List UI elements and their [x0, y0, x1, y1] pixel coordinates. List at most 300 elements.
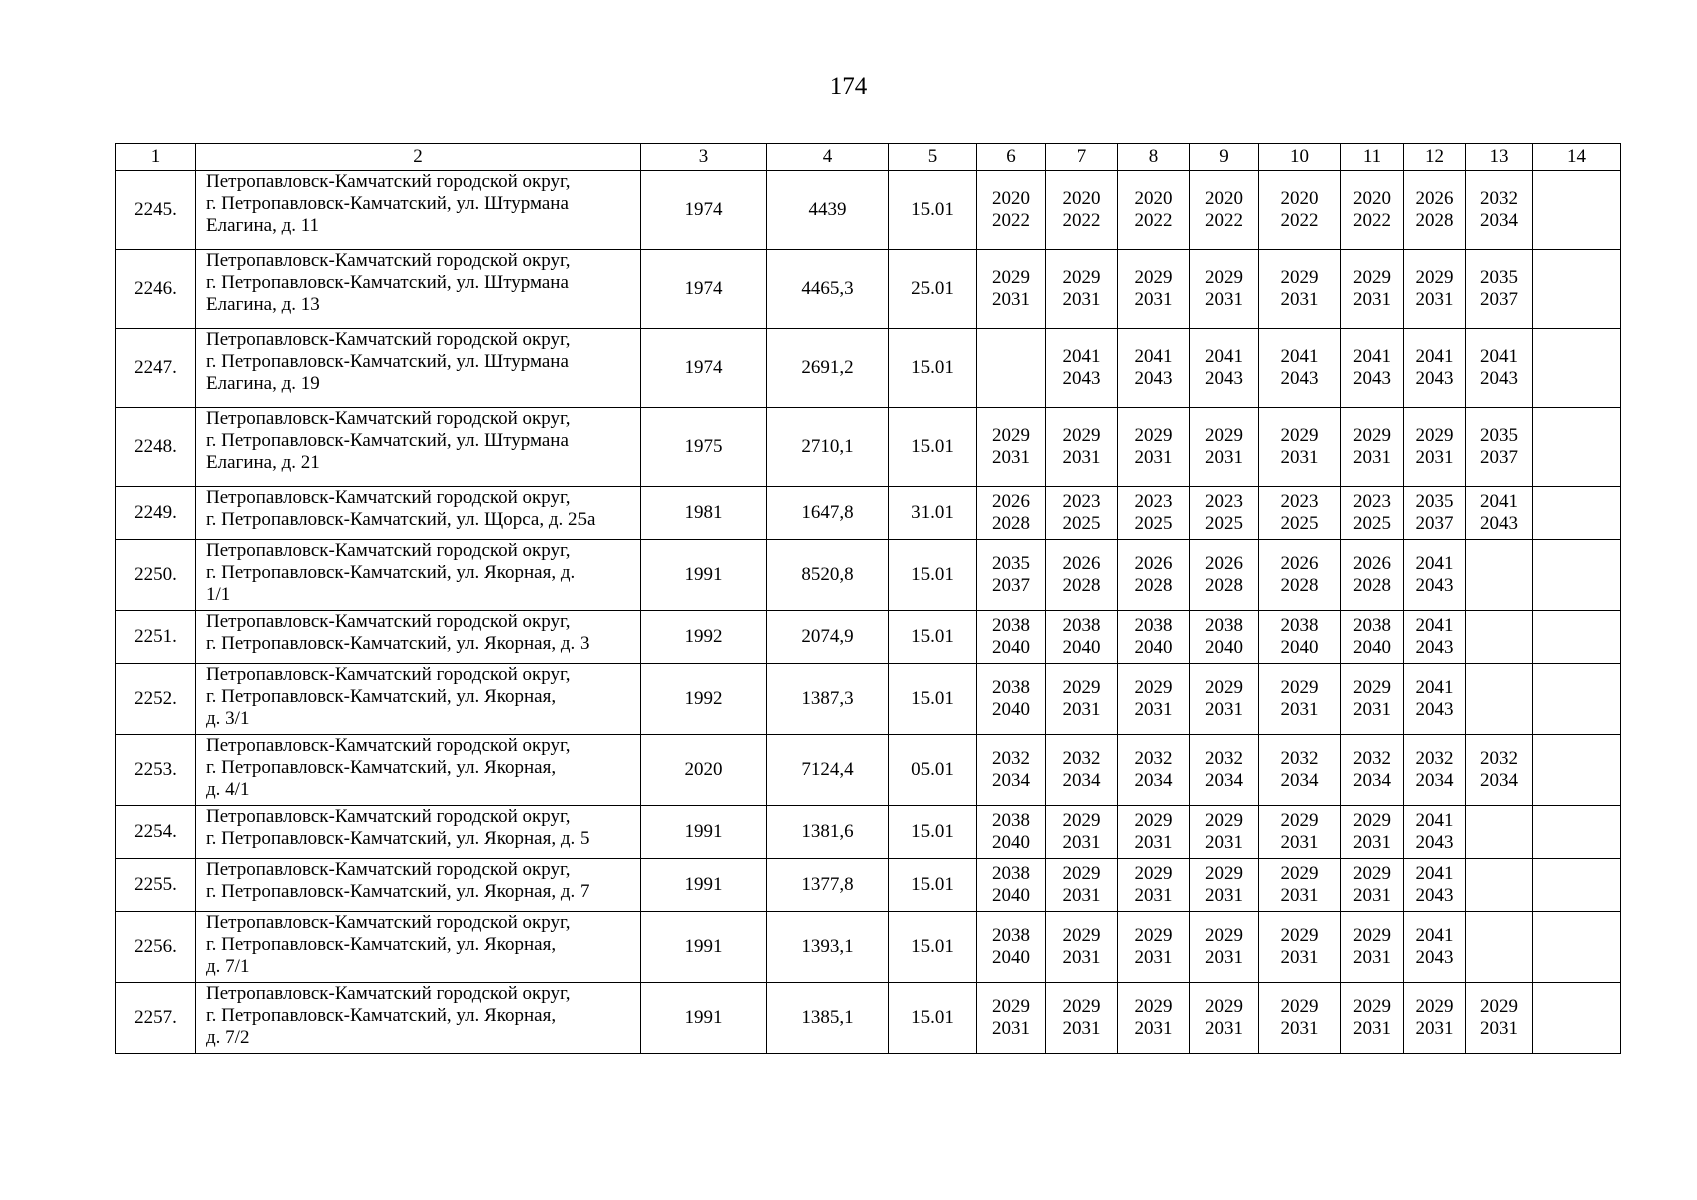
period-cell: [1118, 806, 1190, 859]
address-line: г. Петропавловск-Камчатский, ул. Якорная,: [206, 686, 557, 707]
period-end-year: 2031: [1280, 947, 1319, 968]
period-end-year: 2040: [1280, 637, 1319, 658]
area-cell: 1381,6: [767, 806, 889, 859]
period-cell: [1341, 250, 1404, 329]
period-cell: [1259, 487, 1341, 540]
period-cell: [1533, 859, 1621, 912]
period-start-year: 2029: [1205, 425, 1243, 446]
period-start-year: 2029: [1353, 267, 1391, 288]
address-cell: [196, 611, 641, 664]
period-start-year: 2029: [1353, 996, 1391, 1017]
period-start-year: 2029: [1280, 677, 1319, 698]
address-cell: [196, 329, 641, 408]
address-cell: [196, 540, 641, 611]
period-cell: [1259, 329, 1341, 408]
period-start-year: 2026: [1353, 553, 1391, 574]
period-end-year: 2043: [1415, 832, 1454, 853]
period-start-year: 2026: [1280, 553, 1319, 574]
period-end-year: 2028: [1415, 210, 1454, 231]
period-cell: [1404, 171, 1466, 250]
address-line: д. 7/2: [206, 1027, 250, 1048]
period-cell: [1466, 664, 1533, 735]
period-cell: [1046, 487, 1118, 540]
period-start-year: 2038: [1205, 615, 1243, 636]
period-start-year: 2041: [1134, 346, 1173, 367]
period-start-year: 2038: [1353, 615, 1391, 636]
column-header: 6: [977, 144, 1046, 171]
period-end-year: 2031: [1280, 832, 1319, 853]
period-start-year: 2026: [1134, 553, 1173, 574]
period-end-year: 2037: [1480, 289, 1518, 310]
period-end-year: 2034: [1280, 770, 1319, 791]
period-cell: [977, 983, 1046, 1054]
row-number-cell: 2255.: [116, 859, 196, 912]
column-header: 5: [889, 144, 977, 171]
row-number-cell: 2246.: [116, 250, 196, 329]
period-start-year: 2029: [1134, 267, 1173, 288]
table-row: [116, 983, 1621, 1054]
period-end-year: 2031: [1353, 289, 1391, 310]
period-start-year: 2020: [1353, 188, 1391, 209]
period-start-year: 2035: [1480, 425, 1518, 446]
period-start-year: 2029: [1415, 267, 1454, 288]
year-built-cell: 1991: [641, 912, 767, 983]
period-start-year: 2038: [992, 925, 1030, 946]
period-end-year: 2028: [1134, 575, 1173, 596]
period-cell: [1533, 540, 1621, 611]
year-built-cell: 1974: [641, 171, 767, 250]
address-line: г. Петропавловск-Камчатский, ул. Якорная,: [206, 1005, 557, 1026]
period-cell: [1341, 912, 1404, 983]
period-cell: [1533, 735, 1621, 806]
period-end-year: 2040: [992, 699, 1030, 720]
area-cell: 1377,8: [767, 859, 889, 912]
row-number-cell: 2245.: [116, 171, 196, 250]
address-line: Петропавловск-Камчатский городской округ,: [206, 487, 571, 508]
period-end-year: 2034: [1353, 770, 1391, 791]
period-end-year: 2031: [1205, 699, 1243, 720]
period-start-year: 2029: [1353, 425, 1391, 446]
period-start-year: 2029: [1280, 425, 1319, 446]
period-cell: [1533, 171, 1621, 250]
period-cell: [1404, 806, 1466, 859]
year-built-cell: 1974: [641, 329, 767, 408]
page-number: 174: [829, 73, 868, 100]
period-end-year: 2031: [1205, 1018, 1243, 1039]
address-line: Петропавловск-Камчатский городской округ,: [206, 611, 571, 632]
column-header: 12: [1404, 144, 1466, 171]
period-cell: [977, 664, 1046, 735]
period-end-year: 2043: [1134, 368, 1173, 389]
period-start-year: 2029: [1062, 996, 1101, 1017]
period-start-year: 2032: [1062, 748, 1101, 769]
period-start-year: 2026: [992, 491, 1030, 512]
area-cell: 1385,1: [767, 983, 889, 1054]
period-end-year: 2043: [1480, 513, 1518, 534]
period-end-year: 2031: [992, 289, 1030, 310]
period-cell: [1533, 912, 1621, 983]
period-end-year: 2031: [1062, 447, 1101, 468]
code-cell: 15.01: [889, 912, 977, 983]
address-line: Петропавловск-Камчатский городской округ,: [206, 408, 571, 429]
period-end-year: 2040: [1062, 637, 1101, 658]
period-end-year: 2034: [1480, 210, 1518, 231]
address-line: Петропавловск-Камчатский городской округ,: [206, 735, 571, 756]
period-start-year: 2029: [1415, 996, 1454, 1017]
period-cell: [1046, 806, 1118, 859]
address-cell: [196, 664, 641, 735]
period-cell: [1533, 329, 1621, 408]
period-end-year: 2040: [1134, 637, 1173, 658]
period-cell: [1533, 806, 1621, 859]
period-cell: [1533, 408, 1621, 487]
period-cell: [1466, 408, 1533, 487]
area-cell: 2710,1: [767, 408, 889, 487]
period-end-year: 2028: [1280, 575, 1319, 596]
period-cell: [1404, 408, 1466, 487]
period-cell: [977, 611, 1046, 664]
period-start-year: 2029: [1280, 925, 1319, 946]
period-end-year: 2031: [1280, 1018, 1319, 1039]
period-cell: [1341, 408, 1404, 487]
period-cell: [1190, 912, 1259, 983]
period-cell: [1341, 171, 1404, 250]
area-cell: 2074,9: [767, 611, 889, 664]
period-end-year: 2043: [1062, 368, 1101, 389]
period-start-year: 2029: [1280, 267, 1319, 288]
period-end-year: 2031: [1205, 947, 1243, 968]
period-start-year: 2026: [1415, 188, 1454, 209]
period-cell: [1259, 806, 1341, 859]
period-start-year: 2041: [1415, 810, 1454, 831]
table-row: [116, 912, 1621, 983]
period-end-year: 2043: [1415, 885, 1454, 906]
period-end-year: 2037: [1480, 447, 1518, 468]
period-end-year: 2028: [1062, 575, 1101, 596]
period-cell: [1259, 408, 1341, 487]
period-cell: [1466, 250, 1533, 329]
period-end-year: 2031: [1062, 885, 1101, 906]
period-end-year: 2031: [1280, 447, 1319, 468]
table-row: [116, 408, 1621, 487]
address-cell: [196, 250, 641, 329]
period-end-year: 2031: [1134, 832, 1173, 853]
address-line: г. Петропавловск-Камчатский, ул. Штурмана: [206, 430, 569, 451]
row-number-cell: 2248.: [116, 408, 196, 487]
period-end-year: 2031: [1134, 289, 1173, 310]
period-cell: [1259, 912, 1341, 983]
address-cell: [196, 912, 641, 983]
period-start-year: 2032: [1415, 748, 1454, 769]
period-end-year: 2037: [992, 575, 1030, 596]
code-cell: 15.01: [889, 329, 977, 408]
period-start-year: 2023: [1205, 491, 1243, 512]
period-end-year: 2043: [1280, 368, 1319, 389]
registry-table: [115, 143, 1621, 1054]
period-cell: [1118, 487, 1190, 540]
code-cell: 15.01: [889, 611, 977, 664]
period-cell: [1466, 171, 1533, 250]
period-cell: [977, 540, 1046, 611]
period-start-year: 2029: [1205, 267, 1243, 288]
period-end-year: 2022: [1280, 210, 1319, 231]
period-cell: [1533, 250, 1621, 329]
period-start-year: 2023: [1353, 491, 1391, 512]
year-built-cell: 1991: [641, 859, 767, 912]
period-start-year: 2029: [1353, 925, 1391, 946]
period-end-year: 2031: [1205, 447, 1243, 468]
period-start-year: 2029: [1415, 425, 1454, 446]
period-end-year: 2040: [992, 832, 1030, 853]
period-cell: [1259, 250, 1341, 329]
period-cell: [977, 250, 1046, 329]
period-cell: [1190, 329, 1259, 408]
period-cell: [1190, 408, 1259, 487]
period-cell: [1533, 487, 1621, 540]
period-end-year: 2043: [1415, 947, 1454, 968]
period-cell: [1341, 983, 1404, 1054]
area-cell: 1393,1: [767, 912, 889, 983]
period-cell: [1118, 540, 1190, 611]
address-line: г. Петропавловск-Камчатский, ул. Штурмана: [206, 351, 569, 372]
period-cell: [1190, 250, 1259, 329]
period-end-year: 2022: [1134, 210, 1173, 231]
period-end-year: 2043: [1415, 637, 1454, 658]
period-cell: [1533, 611, 1621, 664]
period-start-year: 2026: [1062, 553, 1101, 574]
period-end-year: 2031: [1134, 947, 1173, 968]
period-end-year: 2043: [1353, 368, 1391, 389]
period-start-year: 2032: [1205, 748, 1243, 769]
period-end-year: 2031: [1353, 947, 1391, 968]
period-cell: [977, 735, 1046, 806]
period-end-year: 2031: [1134, 885, 1173, 906]
period-cell: [977, 806, 1046, 859]
period-start-year: 2032: [1353, 748, 1391, 769]
period-start-year: 2038: [992, 615, 1030, 636]
period-cell: [1190, 171, 1259, 250]
period-cell: [1046, 250, 1118, 329]
period-cell: [1341, 859, 1404, 912]
period-end-year: 2025: [1134, 513, 1173, 534]
period-cell: [1259, 611, 1341, 664]
period-cell: [1046, 540, 1118, 611]
period-end-year: 2043: [1205, 368, 1243, 389]
period-cell: [1341, 664, 1404, 735]
period-end-year: 2040: [1205, 637, 1243, 658]
period-start-year: 2041: [1415, 615, 1454, 636]
period-cell: [1404, 983, 1466, 1054]
period-cell: [1404, 250, 1466, 329]
period-cell: [1259, 664, 1341, 735]
year-built-cell: 1992: [641, 664, 767, 735]
code-cell: 15.01: [889, 806, 977, 859]
area-cell: 2691,2: [767, 329, 889, 408]
period-cell: [1259, 171, 1341, 250]
period-start-year: 2029: [1062, 863, 1101, 884]
period-start-year: 2029: [1280, 863, 1319, 884]
period-end-year: 2031: [1353, 832, 1391, 853]
period-end-year: 2031: [1134, 1018, 1173, 1039]
column-header: 14: [1533, 144, 1621, 171]
period-start-year: 2041: [1062, 346, 1101, 367]
period-start-year: 2020: [992, 188, 1030, 209]
period-cell: [1404, 487, 1466, 540]
period-end-year: 2031: [1134, 447, 1173, 468]
address-line: Петропавловск-Камчатский городской округ,: [206, 859, 571, 880]
address-line: Елагина, д. 13: [206, 294, 320, 315]
period-end-year: 2031: [1415, 289, 1454, 310]
period-cell: [1466, 735, 1533, 806]
period-end-year: 2031: [1280, 289, 1319, 310]
period-start-year: 2038: [1280, 615, 1319, 636]
year-built-cell: 1974: [641, 250, 767, 329]
period-cell: [1118, 912, 1190, 983]
period-cell: [1046, 329, 1118, 408]
code-cell: 15.01: [889, 171, 977, 250]
period-start-year: 2029: [992, 267, 1030, 288]
year-built-cell: 1975: [641, 408, 767, 487]
period-end-year: 2031: [1353, 447, 1391, 468]
column-header: 13: [1466, 144, 1533, 171]
period-start-year: 2029: [992, 996, 1030, 1017]
period-start-year: 2029: [1205, 996, 1243, 1017]
period-end-year: 2034: [992, 770, 1030, 791]
period-cell: [1118, 983, 1190, 1054]
year-built-cell: 2020: [641, 735, 767, 806]
period-start-year: 2038: [1134, 615, 1173, 636]
period-cell: [1118, 664, 1190, 735]
address-line: д. 4/1: [206, 779, 250, 800]
period-cell: [1533, 664, 1621, 735]
period-cell: [1341, 735, 1404, 806]
address-line: д. 3/1: [206, 708, 250, 729]
address-line: Елагина, д. 11: [206, 215, 320, 236]
period-cell: [1404, 329, 1466, 408]
year-built-cell: 1991: [641, 540, 767, 611]
period-start-year: 2038: [1062, 615, 1101, 636]
table-row: [116, 487, 1621, 540]
code-cell: 15.01: [889, 859, 977, 912]
area-cell: 1647,8: [767, 487, 889, 540]
address-line: г. Петропавловск-Камчатский, ул. Штурмана: [206, 272, 569, 293]
period-start-year: 2032: [1280, 748, 1319, 769]
period-start-year: 2020: [1134, 188, 1173, 209]
period-cell: [1118, 329, 1190, 408]
column-header: 11: [1341, 144, 1404, 171]
period-start-year: 2032: [992, 748, 1030, 769]
period-start-year: 2029: [1353, 677, 1391, 698]
period-cell: [1259, 735, 1341, 806]
address-line: 1/1: [206, 584, 231, 605]
period-cell: [1190, 540, 1259, 611]
address-cell: [196, 408, 641, 487]
year-built-cell: 1991: [641, 806, 767, 859]
period-start-year: 2041: [1480, 346, 1518, 367]
period-end-year: 2031: [1480, 1018, 1518, 1039]
period-end-year: 2025: [1205, 513, 1243, 534]
period-start-year: 2032: [1134, 748, 1173, 769]
period-end-year: 2028: [1353, 575, 1391, 596]
period-start-year: 2029: [1062, 925, 1101, 946]
period-start-year: 2038: [992, 677, 1030, 698]
code-cell: 15.01: [889, 664, 977, 735]
period-cell: [1466, 806, 1533, 859]
period-start-year: 2029: [1353, 810, 1391, 831]
row-number-cell: 2252.: [116, 664, 196, 735]
period-start-year: 2029: [1134, 996, 1173, 1017]
period-start-year: 2029: [1134, 425, 1173, 446]
column-header: 8: [1118, 144, 1190, 171]
period-cell: [1259, 540, 1341, 611]
period-start-year: 2029: [1353, 863, 1391, 884]
period-start-year: 2041: [1415, 863, 1454, 884]
area-cell: 4439: [767, 171, 889, 250]
address-line: д. 7/1: [206, 956, 250, 977]
period-start-year: 2029: [1134, 677, 1173, 698]
period-start-year: 2029: [1480, 996, 1518, 1017]
period-cell: [1533, 983, 1621, 1054]
period-cell: [1466, 329, 1533, 408]
period-end-year: 2040: [992, 947, 1030, 968]
period-cell: [977, 171, 1046, 250]
period-end-year: 2025: [1062, 513, 1101, 534]
area-cell: 1387,3: [767, 664, 889, 735]
address-cell: [196, 806, 641, 859]
period-end-year: 2022: [1205, 210, 1243, 231]
period-cell: [1046, 171, 1118, 250]
row-number-cell: 2247.: [116, 329, 196, 408]
period-end-year: 2043: [1415, 699, 1454, 720]
period-end-year: 2031: [1062, 289, 1101, 310]
period-end-year: 2040: [992, 637, 1030, 658]
period-start-year: 2041: [1415, 677, 1454, 698]
period-end-year: 2031: [1134, 699, 1173, 720]
column-number-row: [116, 144, 1621, 171]
period-start-year: 2038: [992, 863, 1030, 884]
period-start-year: 2029: [1205, 677, 1243, 698]
address-line: г. Петропавловск-Камчатский, ул. Щорса, д. 25а: [206, 509, 596, 530]
period-end-year: 2031: [1353, 699, 1391, 720]
period-start-year: 2029: [1280, 996, 1319, 1017]
period-start-year: 2020: [1062, 188, 1101, 209]
period-start-year: 2029: [1134, 863, 1173, 884]
period-end-year: 2034: [1480, 770, 1518, 791]
period-end-year: 2022: [1353, 210, 1391, 231]
code-cell: 15.01: [889, 540, 977, 611]
period-start-year: 2032: [1480, 188, 1518, 209]
column-header: 1: [116, 144, 196, 171]
period-start-year: 2029: [1280, 810, 1319, 831]
period-cell: [1466, 540, 1533, 611]
table-row: [116, 664, 1621, 735]
table-body: [116, 144, 1621, 1054]
area-cell: 8520,8: [767, 540, 889, 611]
period-cell: [1046, 664, 1118, 735]
period-end-year: 2025: [1353, 513, 1391, 534]
period-end-year: 2022: [1062, 210, 1101, 231]
code-cell: 15.01: [889, 983, 977, 1054]
period-cell: [1466, 487, 1533, 540]
table-row: [116, 171, 1621, 250]
period-end-year: 2043: [1415, 368, 1454, 389]
period-start-year: 2041: [1480, 491, 1518, 512]
address-line: г. Петропавловск-Камчатский, ул. Якорная, д.: [206, 562, 576, 583]
period-start-year: 2035: [992, 553, 1030, 574]
table-row: [116, 540, 1621, 611]
period-cell: [977, 859, 1046, 912]
period-end-year: 2022: [992, 210, 1030, 231]
